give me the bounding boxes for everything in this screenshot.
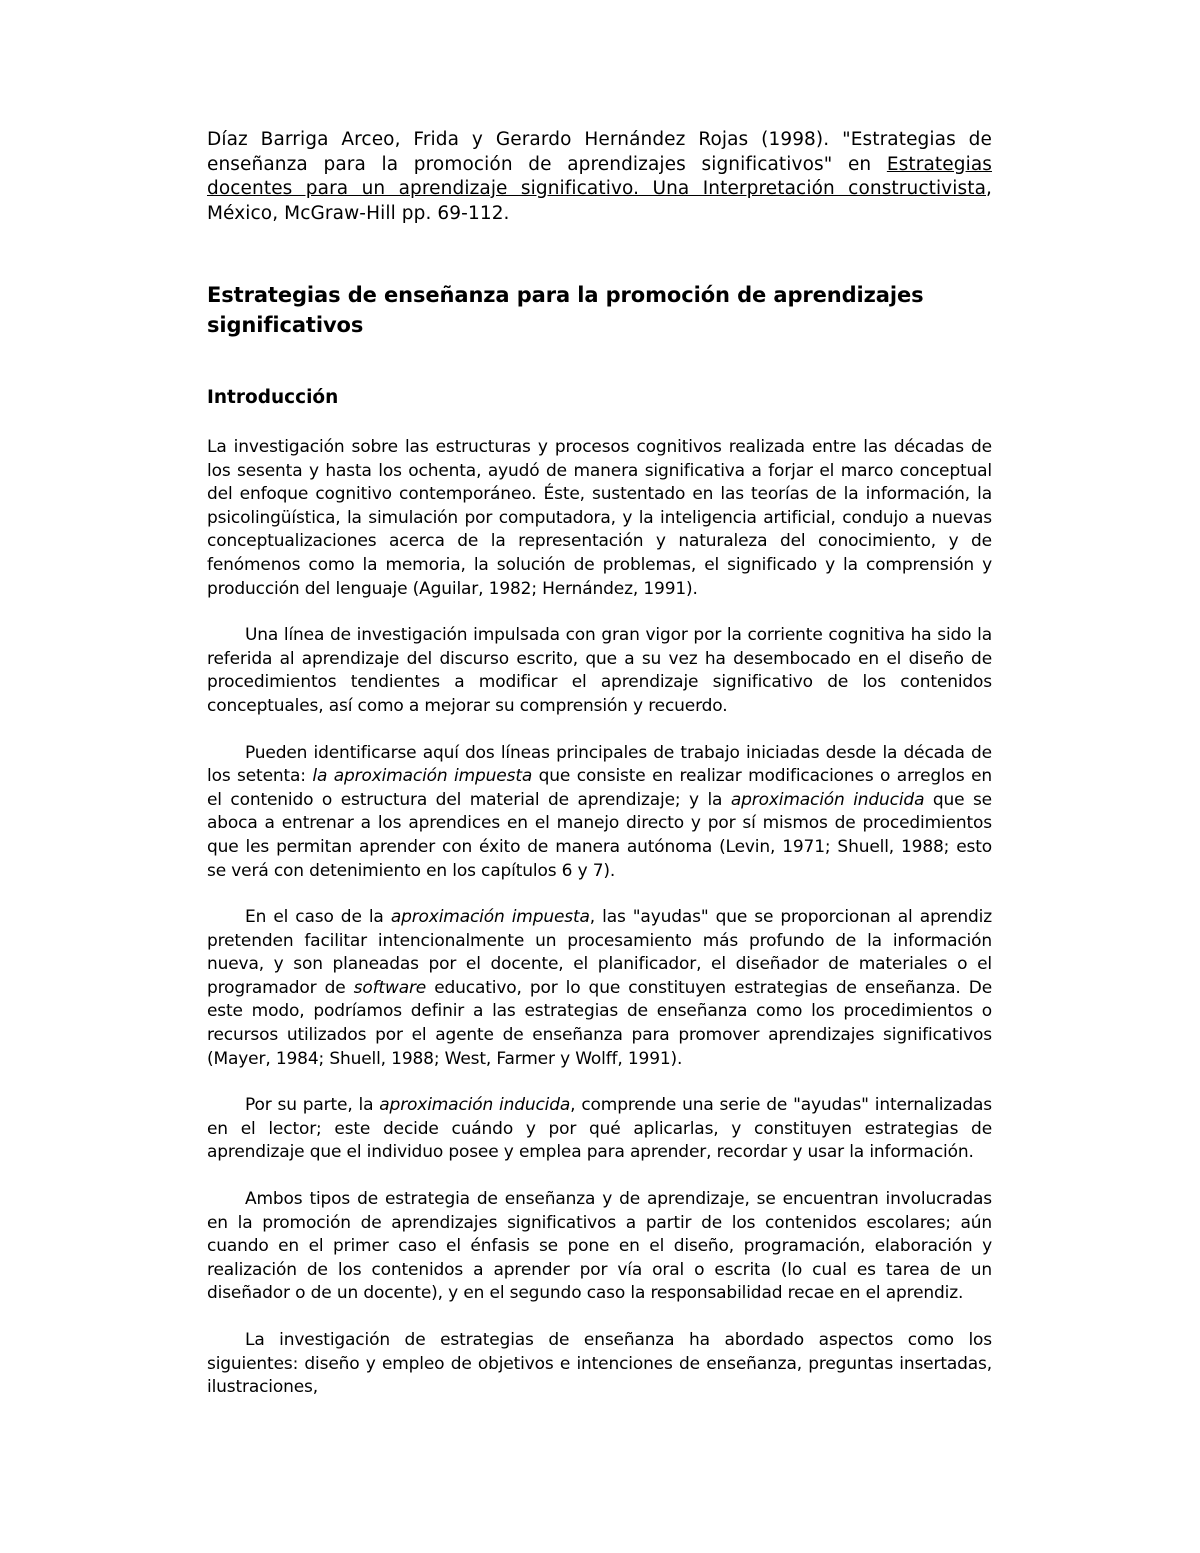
paragraph-3-text-e: que se aboca a entrenar a los aprendices en el manejo directo y por sí mismos de procedimientos que les permitan aprender con éxito de manera autónoma (Levin, 1971; Shuell, 1988; esto se verá con detenimiento en los capítulos 6 y 7).: [207, 789, 992, 881]
paragraph-3-italic-d: aproximación inducida: [730, 789, 925, 810]
paragraph-7: La investigación de estrategias de enseñanza ha abordado aspectos como los siguientes: diseño y empleo de objetivos e intenciones de enseñanza, preguntas insertadas, ilustraciones,: [207, 1330, 992, 1398]
section-heading: Introducción: [207, 387, 339, 408]
paragraph-1: La investigación sobre las estructuras y procesos cognitivos realizada entre las décadas de los sesenta y hasta los ochenta, ayudó de manera significativa a forjar el marco conceptual del enfoque cognitivo contemporáneo. Éste, sustentado en las teorías de la información, la psicolingüística, la simulación por computadora, y la inteligencia artificial, condujo a nuevas conceptualizaciones acerca de la representación y naturaleza del conocimiento, y de fenómenos como la memoria, la solución de problemas, el significado y la comprensión y producción del lenguaje (Aguilar, 1982; Hernández, 1991).: [207, 437, 992, 599]
paragraph-3-italic-b: la aproximación impuesta: [312, 766, 533, 787]
citation-publisher: , México, McGraw-Hill pp. 69-112.: [207, 178, 992, 224]
citation-text: Díaz Barriga Arceo, Frida y Gerardo Hernández Rojas (1998). "Estrategias de enseñanza para la promoción de aprendizajes significativos" en: [207, 129, 992, 175]
body-text: [207, 436, 992, 1400]
paragraph-5-text-c: , comprende una serie de "ayudas" internalizadas en el lector; este decide cuándo y por qué aplicarlas, y constituyen estrategias de aprendizaje que el individuo posee y emplea para aprender, recordar y usar la información.: [207, 1095, 993, 1163]
paragraph-4-text-a: En el caso de la: [245, 907, 391, 928]
paragraph-3-text-c: que consiste en realizar modificaciones o arreglos en el contenido o estructura del material de aprendizaje; y la: [207, 766, 992, 810]
citation-book-title: Estrategias docentes para un aprendizaje significativo. Una Interpretación constructivista: [207, 153, 992, 199]
paragraph-4-italic-b: aproximación impuesta: [390, 907, 590, 928]
paragraph-6: Ambos tipos de estrategia de enseñanza y de aprendizaje, se encuentran involucradas en la promoción de aprendizajes significativos a partir de los contenidos escolares; aún cuando en el primer caso el énfasis se pone en el diseño, programación, elaboración y realización de los contenidos a aprender por vía oral o escrita (lo cual es tarea de un diseñador o de un docente), y en el segundo caso la responsabilidad recae en el aprendiz.: [207, 1189, 992, 1304]
bibliographic-citation: [207, 128, 992, 226]
paragraph-4-italic-d: software: [353, 977, 427, 998]
paragraph-2: Una línea de investigación impulsada con gran vigor por la corriente cognitiva ha sido la referida al aprendizaje del discurso escrito, que a su vez ha desembocado en el diseño de procedimientos tendientes a modificar el aprendizaje significativo de los contenidos conceptuales, así como a mejorar su comprensión y recuerdo.: [207, 625, 992, 716]
paragraph-5-italic-b: aproximación inducida: [379, 1095, 571, 1116]
document-page: [207, 128, 993, 1398]
paragraph-4: [207, 906, 992, 1071]
paragraph-3: [207, 742, 992, 884]
paragraph-4-text-e: educativo, por lo que constituyen estrategias de enseñanza. De este modo, podríamos definir a las estrategias de enseñanza como los procedimientos o recursos utilizados por el agente de enseñanza para promover aprendizajes significativos (Mayer, 1984; Shuell, 1988; West, Farmer y Wolff, 1991).: [207, 977, 992, 1069]
paragraph-4-text-c: , las "ayudas" que se proporcionan al aprendiz pretenden facilitar intencionalmente un procesamiento más profundo de la información nueva, y son planeadas por el docente, el planificador, el diseñador de materiales o el programador de: [207, 907, 992, 998]
paragraph-3-text-a: Pueden identificarse aquí dos líneas principales de trabajo iniciadas desde la década de los setenta:: [207, 742, 992, 787]
document-title: Estrategias de enseñanza para la promoción de aprendizajes significativos: [207, 283, 924, 337]
paragraph-5: [207, 1094, 992, 1165]
paragraph-5-text-a: Por su parte, la: [245, 1095, 380, 1116]
